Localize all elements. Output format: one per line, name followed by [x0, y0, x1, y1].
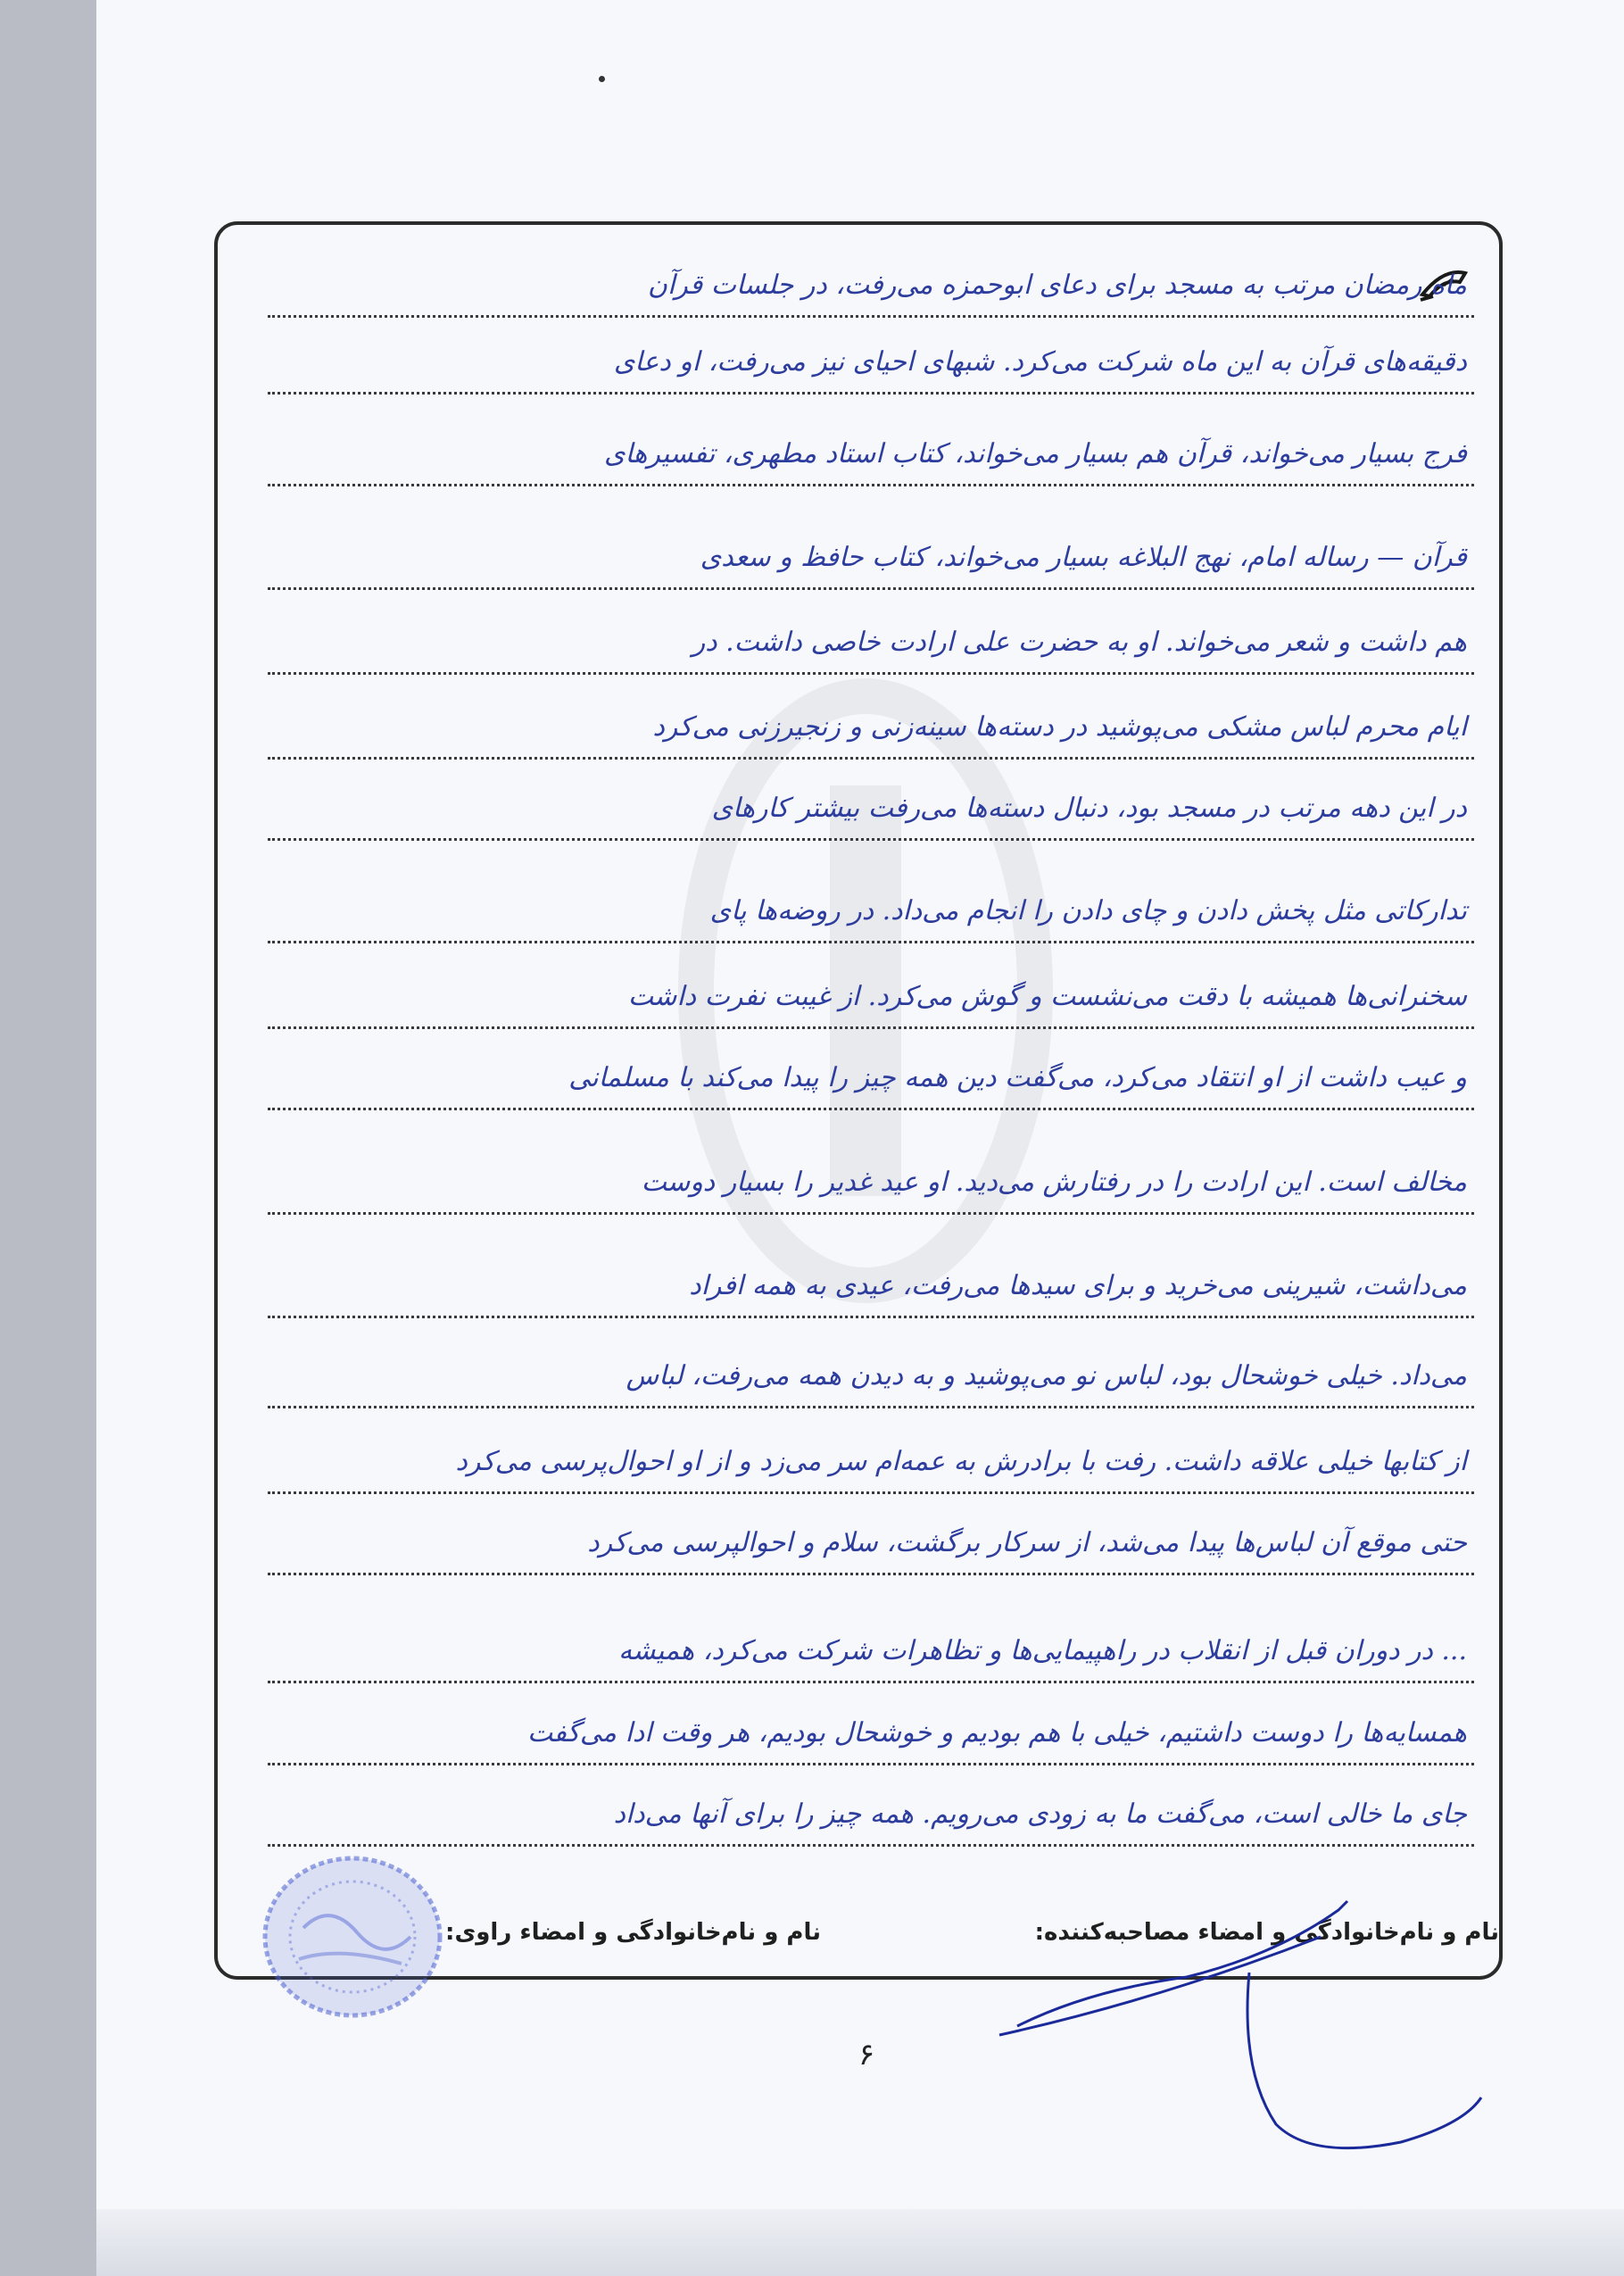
- handwritten-line-6: ایام محرم لباس مشکی می‌پوشید در دسته‌ها سینه‌زنی و زنجیرزنی می‌کرد: [268, 701, 1474, 760]
- interviewer-signature-label: نام و نام‌خانوادگی و امضاء مصاحبه‌کننده:: [1034, 1919, 1499, 1946]
- handwritten-line-17: همسایه‌ها را دوست داشتیم، خیلی با هم بودیم و خوشحال بودیم، هر وقت ادا می‌گفت: [268, 1707, 1474, 1765]
- ink-stamp: [259, 1848, 446, 2026]
- ink-dot: [599, 76, 605, 82]
- handwritten-line-14: از کتابها خیلی علاقه داشت. رفت با برادرش به عمه‌ام سر می‌زد و از او احوال‌پرسی می‌کرد: [268, 1435, 1474, 1494]
- page-number: ۶: [858, 2037, 875, 2072]
- handwritten-line-15: حتی موقع آن لباس‌ها پیدا می‌شد، از سرکار برگشت، سلام و احوالپرسی می‌کرد: [268, 1516, 1474, 1575]
- page-edge: [96, 2209, 1624, 2276]
- handwritten-line-8: تدارکاتی مثل پخش دادن و چای دادن را انجام می‌داد. در روضه‌ها پای: [268, 885, 1474, 943]
- handwritten-line-1: ماه رمضان مرتب به مسجد برای دعای ابوحمزه می‌رفت، در جلسات قرآن: [268, 259, 1474, 318]
- handwritten-line-5: هم داشت و شعر می‌خواند. او به حضرت علی ارادت خاصی داشت. در: [268, 616, 1474, 675]
- handwritten-line-3: فرج بسیار می‌خواند، قرآن هم بسیار می‌خواند، کتاب استاد مطهری، تفسیرهای: [268, 428, 1474, 486]
- handwritten-line-7: در این دهه مرتب در مسجد بود، دنبال دسته‌ها می‌رفت بیشتر کارهای: [268, 782, 1474, 841]
- narrator-signature-label: نام و نام‌خانوادگی و امضاء راوی:: [445, 1919, 821, 1946]
- interviewer-signature: [982, 1892, 1499, 2187]
- handwritten-line-4: قرآن — رساله امام، نهج البلاغه بسیار می‌خواند، کتاب حافظ و سعدی: [268, 531, 1474, 590]
- handwritten-line-18: جای ما خالی است، می‌گفت ما به زودی می‌رویم. همه چیز را برای آنها می‌داد: [268, 1788, 1474, 1847]
- handwritten-line-13: می‌داد. خیلی خوشحال بود، لباس نو می‌پوشید و به دیدن همه می‌رفت، لباس: [268, 1350, 1474, 1408]
- handwritten-line-10: و عیب داشت از او انتقاد می‌کرد، می‌گفت دین همه چیز را پیدا می‌کند با مسلمانی: [268, 1051, 1474, 1110]
- handwritten-line-2: دقیقه‌های قرآن به این ماه شرکت می‌کرد. شبهای احیای نیز می‌رفت، او دعای: [268, 336, 1474, 395]
- handwritten-line-11: مخالف است. این ارادت را در رفتارش می‌دید. او عید غدیر را بسیار دوست: [268, 1156, 1474, 1215]
- handwritten-line-16: ... در دوران قبل از انقلاب در راهپیمایی‌ها و تظاهرات شرکت می‌کرد، همیشه: [268, 1624, 1474, 1683]
- handwritten-line-12: می‌داشت، شیرینی می‌خرید و برای سیدها می‌رفت، عیدی به همه افراد: [268, 1259, 1474, 1318]
- handwritten-line-9: سخنرانی‌ها همیشه با دقت می‌نشست و گوش می‌کرد. از غیبت نفرت داشت: [268, 970, 1474, 1029]
